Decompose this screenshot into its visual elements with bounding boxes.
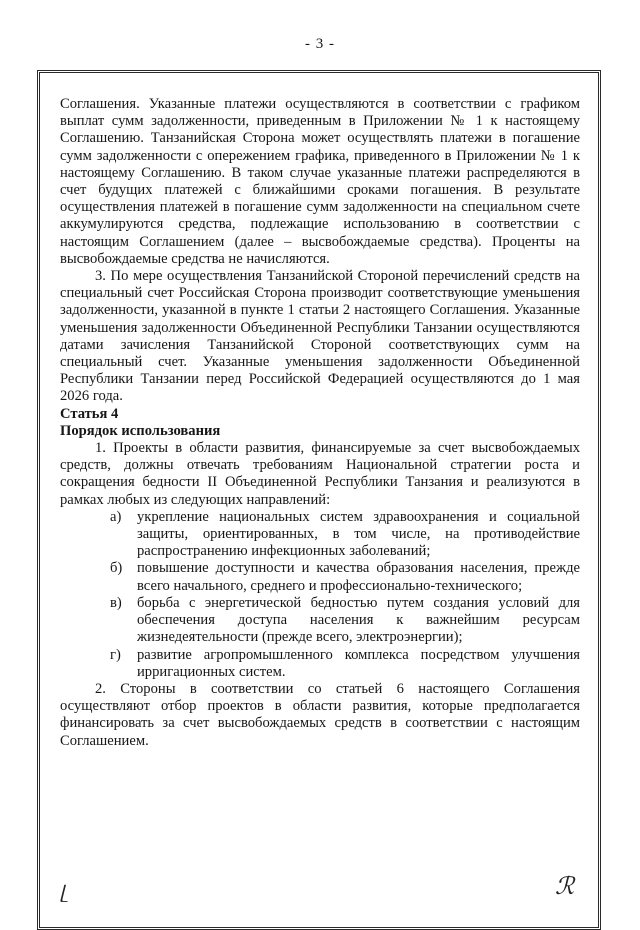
list-item-text: борьба с энергетической бедностью путем создания условий для обеспечения доступа населения к важнейшим ресурсам жизнедеятельности (прежде всего, электроэнергии); <box>137 594 580 646</box>
list-marker: г) <box>110 646 121 663</box>
paragraph-continuation: Соглашения. Указанные платежи осуществляются в соответствии с графиком выплат сумм задолженности, приведенным в Приложении № 1 к настоящему Соглашению. Танзанийская Сторона может осуществлять платежи в погашение сумм задолженности с опережением графика, приведенного в Приложении № 1 к настоящему Соглашению. В таком случае указанные платежи распределяются в счет будущих платежей с ближайшими сроками погашения. В результате осуществления платежей в погашение сумм задолженности на специальном счете аккумулируются средства, подлежащие использованию в соответствии с настоящим Соглашением (далее – высвобождаемые средства). Проценты на высвобождаемые средства не начисляются. <box>60 96 580 267</box>
article-title: Порядок использования <box>60 422 221 439</box>
paragraph-3: 3. По мере осуществления Танзанийской Стороной перечислений средств на специальный счет Российская Сторона производит соответствующие уменьшения задолженности, указанной в пункте 1 статьи 2 настоящего Соглашения. Указанные уменьшения задолженности Объединенной Республики Танзании осуществляются датами зачисления Танзанийской Стороной соответствующих сумм на специальный счет. Указанные уменьшения задолженности Объединенной Республики Танзании перед Российской Федерацией осуществляются до 1 мая 2026 года. <box>60 268 580 405</box>
list-marker: в) <box>110 594 122 611</box>
list-marker: а) <box>110 508 122 525</box>
article-number: Статья 4 <box>60 405 119 422</box>
document-body <box>60 96 580 750</box>
paragraph-article4-2: 2. Стороны в соответствии со статьей 6 настоящего Соглашения осуществляют отбор проектов в области развития, которые предполагается финансировать за счет высвобождаемых средств в соответствии с настоящим Соглашением. <box>60 680 580 749</box>
initials-signature-left: ᥨ <box>60 878 65 903</box>
initials-signature-right: ℛ <box>555 872 575 900</box>
list-item <box>60 560 580 594</box>
list-item <box>60 647 580 681</box>
list-item <box>60 509 580 561</box>
list-item-text: повышение доступности и качества образования населения, прежде всего начального, среднего и профессионально-технического; <box>137 560 580 594</box>
list-marker: б) <box>110 560 123 577</box>
list-item-text: укрепление национальных систем здравоохранения и социальной защиты, ориентированных, в том числе, на противодействие распространению инфекционных заболеваний; <box>137 508 580 560</box>
list-item-text: развитие агропромышленного комплекса посредством улучшения ирригационных систем. <box>137 646 580 680</box>
paragraph-article4-1: 1. Проекты в области развития, финансируемые за счет высвобождаемых средств, должны отвечать требованиям Национальной стратегии роста и сокращения бедности II Объединенной Республики Танзания и реализуются в рамках любых из следующих направлений: <box>60 440 580 508</box>
directions-list <box>60 509 580 681</box>
page-number: - 3 - <box>305 36 335 52</box>
list-item <box>60 595 580 647</box>
